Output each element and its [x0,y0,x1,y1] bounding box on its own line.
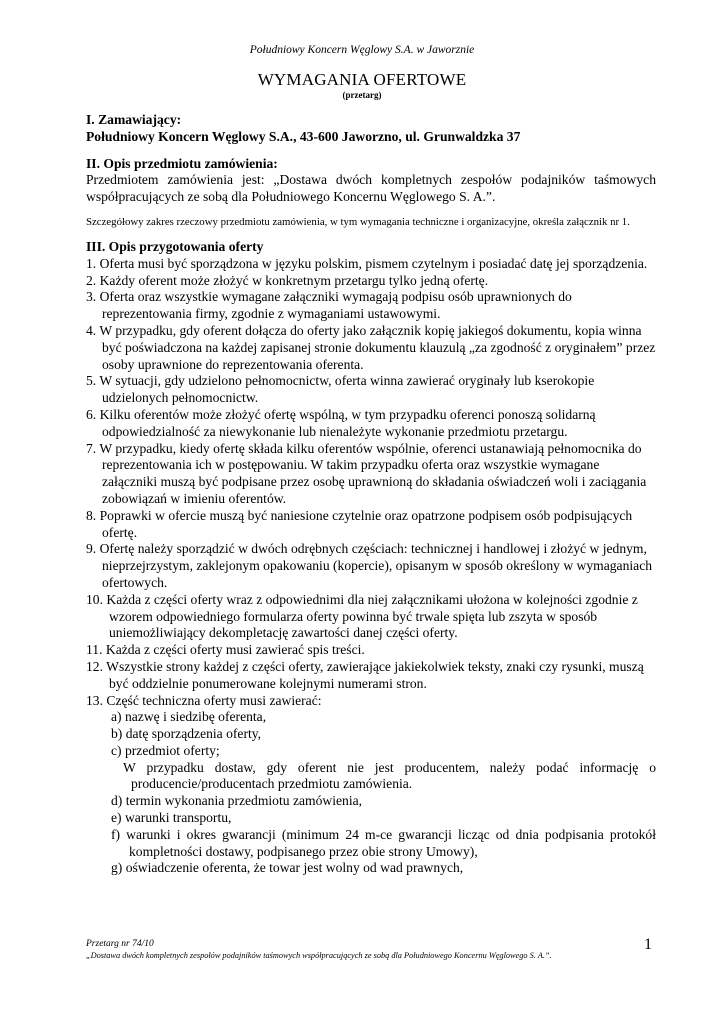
document-title: WYMAGANIA OFERTOWE [257,70,467,89]
sub-item-c-note: W przypadku dostaw, gdy oferent nie jest producentem, należy podać informację o producencie/producentach przedmiotu zamówienia. [123,759,656,792]
section-3-heading: III. Opis przygotowania oferty [86,238,264,254]
sub-item-a: a) nazwę i siedzibę oferenta, [111,709,267,725]
list-item: 12. Wszystkie strony każdej z części oferty, zawierające jakiekolwiek teksty, znaki czy rysunki, muszą być oddzielnie ponumerowane kolejnymi numerami stron. [86,658,644,691]
section-1-text: Południowy Koncern Węglowy S.A., 43-600 Jaworzno, ul. Grunwaldzka 37 [86,128,521,144]
footer-tender-number: Przetarg nr 74/10 [86,939,154,949]
footer-subject: „Dostawa dwóch kompletnych zespołów podajników taśmowych współpracujących ze sobą dla Południowego Koncernu Węglowego S. A.”. [86,951,552,960]
list-item: 11. Każda z części oferty musi zawierać spis treści. [86,642,365,658]
section-2-text: Przedmiotem zamówienia jest: „Dostawa dwóch kompletnych zespołów podajników taśmowych współpracujących ze sobą dla Południowego Koncernu Węglowego S. A.”. [86,172,656,205]
document-body [86,112,656,877]
section-1-heading: I. Zamawiający: [86,112,182,127]
list-item: 6. Kilku oferentów może złożyć ofertę wspólną, w tym przypadku oferenci ponoszą solidarną odpowiedzialność za niewykonanie lub nienależyte wykonanie przedmiotu przetargu. [86,406,596,439]
list-item: 4. W przypadku, gdy oferent dołącza do oferty jako załącznik kopię jakiegoś dokumentu, kopia winna być poświadczona na każdej zapisanej stronie dokumentu klauzulą „za zgodność z oryginałem” przez osoby uprawnione do reprezentowania oferenta. [86,322,656,372]
list-item: 7. W przypadku, kiedy ofertę składa kilku oferentów wspólnie, oferenci ustanawiają pełnomocnika do reprezentowania ich w postępowaniu. W takim przypadku oferta oraz wszystkie wymagane załączniki muszą być podpisane przez osobę uprawnioną do składania oświadczeń woli i zaciągania zobowiązań w imieniu oferentów. [86,440,647,506]
sub-item-d: d) termin wykonania przedmiotu zamówienia, [111,793,363,809]
sub-item-c: c) przedmiot oferty; [111,742,220,758]
page-number: 1 [644,936,652,953]
sub-item-g: g) oświadczenie oferenta, że towar jest wolny od wad prawnych, [111,860,464,876]
list-item: 10. Każda z części oferty wraz z odpowiednimi dla niej załącznikami ułożona w kolejności zgodnie z wzorem odpowiedniego formularza oferty powinna być trwale spięta lub zszyta w sposób uniemożliwiający dekompletację zawartości danej części oferty. [86,591,638,641]
list-item: 8. Poprawki w ofercie muszą być naniesione czytelnie oraz opatrzone podpisem osób podpisujących ofertę. [86,507,633,540]
footer [86,938,646,962]
list-item: 13. Część techniczna oferty musi zawierać: [86,692,322,708]
sub-item-f: f) warunki i okres gwarancji (minimum 24 m-ce gwarancji licząc od dnia podpisania protokół kompletności dostawy, podpisanego przez obie strony Umowy), [111,826,656,859]
running-header: Południowy Koncern Węglowy S.A. w Jaworznie [249,44,475,56]
list-item: 1. Oferta musi być sporządzona w języku polskim, pismem czytelnym i posiadać datę jej sporządzenia. [86,255,648,271]
list-item: 9. Ofertę należy sporządzić w dwóch odrębnych częściach: technicznej i handlowej i złożyć w jednym, nieprzejrzystym, zaklejonym opakowaniu (kopercie), opisanym w sposób określony w wymaganiach ofertowych. [86,541,653,590]
list-item: 3. Oferta oraz wszystkie wymagane załączniki wymagają podpisu osób uprawnionych do reprezentowania firmy, zgodnie z wymaganiami ustawowymi. [86,289,572,322]
list-item: 2. Każdy oferent może złożyć w konkretnym przetargu tylko jedną ofertę. [86,272,489,288]
sub-item-b: b) datę sporządzenia oferty, [111,726,262,742]
section-2-heading: II. Opis przedmiotu zamówienia: [86,155,278,171]
section-2-note: Szczegółowy zakres rzeczowy przedmiotu zamówienia, w tym wymagania techniczne i organizacyjne, określa załącznik nr 1. [86,215,630,228]
sub-item-e: e) warunki transportu, [111,810,232,826]
document-subtitle: (przetarg) [342,90,382,100]
list-item: 5. W sytuacji, gdy udzielono pełnomocnictw, oferta winna zawierać oryginały lub kserokopie udzielonych pełnomocnictw. [86,373,595,406]
